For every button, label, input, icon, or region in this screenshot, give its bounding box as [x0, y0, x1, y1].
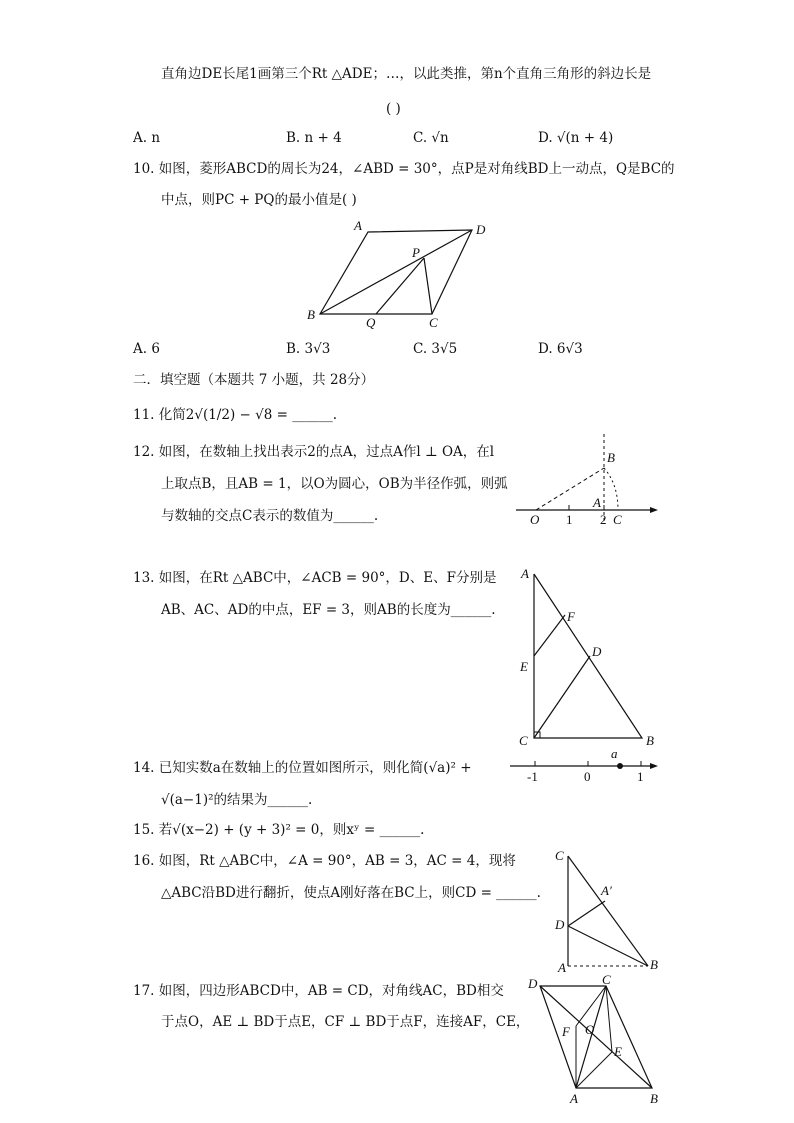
q9-option-c: C. √n — [413, 130, 449, 146]
q14-label-1: 1 — [637, 769, 644, 784]
q17-quadrilateral-figure — [522, 974, 668, 1110]
q17-label-d: D — [528, 976, 538, 991]
q10-label-d: D — [476, 222, 486, 237]
q10-label-q: Q — [366, 315, 376, 330]
q10-label-a: A — [354, 218, 362, 233]
q12-numberline-figure — [512, 432, 662, 528]
q9-option-b: B. n + 4 — [286, 130, 342, 146]
q14-numberline-figure — [506, 746, 662, 786]
q10-label-p: P — [412, 245, 420, 260]
q11-text: 11. 化简2√(1/2) − √8 = ______. — [133, 407, 337, 423]
q12-label-2: 2 — [600, 512, 607, 527]
q16-line2: △ABC沿BD进行翻折，使点A刚好落在BC上，则CD = ______. — [161, 885, 541, 901]
section-title: 二．填空题（本题共 7 小题，共 28分） — [133, 372, 375, 388]
q12-label-o: O — [530, 512, 540, 527]
q16-label-c: C — [555, 848, 564, 863]
q14-label-minus1: -1 — [527, 769, 538, 784]
q17-label-a: A — [570, 1091, 578, 1106]
q17-label-e: E — [614, 1044, 622, 1059]
q12-label-1: 1 — [566, 512, 573, 527]
q10-line1: 10. 如图，菱形ABCD的周长为24，∠ABD = 30°，点P是对角线BD上一动点，Q是BC的 — [133, 161, 675, 177]
q16-fold-figure — [552, 846, 664, 974]
q10-option-c: C. 3√5 — [413, 341, 458, 357]
q16-label-a-prime: A′ — [601, 883, 612, 898]
q16-label-b: B — [650, 957, 658, 972]
q13-label-a: A — [521, 566, 529, 581]
q9-line1: 直角边DE长尾1画第三个Rt △ADE；…，以此类推，第n个直角三角形的斜边长是 — [161, 66, 652, 82]
q10-label-b: B — [307, 307, 315, 322]
q9-option-d: D. √(n + 4) — [538, 130, 614, 146]
q10-option-b: B. 3√3 — [286, 341, 331, 357]
q12-label-a: A — [593, 495, 601, 510]
q13-line1: 13. 如图，在Rt △ABC中，∠ACB = 90°，D、E、F分别是 — [133, 570, 497, 586]
q15-text: 15. 若√(x−2) + (y + 3)² = 0，则xʸ = ______. — [133, 822, 425, 838]
q10-rhombus-figure — [300, 216, 500, 334]
q13-label-b: B — [646, 733, 654, 748]
q12-line3: 与数轴的交点C表示的数值为______. — [161, 508, 379, 524]
q13-triangle-figure — [514, 562, 664, 752]
q12-line1: 12. 如图，在数轴上找出表示2的点A，过点A作l ⊥ OA，在l — [133, 444, 495, 460]
q17-label-c: C — [602, 972, 611, 987]
q16-line1: 16. 如图，Rt △ABC中，∠A = 90°，AB = 3，AC = 4，现将 — [133, 853, 516, 869]
q13-label-d: D — [592, 644, 602, 659]
q10-option-a: A. 6 — [133, 341, 160, 357]
q16-label-d: D — [555, 917, 565, 932]
q13-label-f: F — [567, 609, 575, 624]
q17-label-f: F — [562, 1024, 570, 1039]
q13-label-e: E — [520, 659, 528, 674]
q17-line2: 于点O，AE ⊥ BD于点E，CF ⊥ BD于点F，连接AF，CE， — [161, 1014, 530, 1030]
q14-label-0: 0 — [584, 769, 591, 784]
q12-label-c: C — [613, 512, 622, 527]
q12-label-b: B — [607, 450, 615, 465]
q14-line2: √(a−1)²的结果为______. — [161, 792, 313, 808]
q13-line2: AB、AC、AD的中点，EF = 3，则AB的长度为______. — [161, 602, 496, 618]
q13-label-c: C — [519, 733, 528, 748]
q14-line1: 14. 已知实数a在数轴上的位置如图所示，则化简(√a)² + — [133, 760, 472, 776]
q17-label-o: O — [585, 1022, 595, 1037]
q10-option-d: D. 6√3 — [538, 341, 583, 357]
q17-label-b: B — [650, 1091, 658, 1106]
q10-line2: 中点，则PC + PQ的最小值是( ) — [161, 192, 357, 208]
q17-line1: 17. 如图，四边形ABCD中，AB = CD，对角线AC，BD相交 — [133, 983, 504, 999]
q14-label-a: a — [611, 746, 618, 761]
q9-paren: ( ) — [386, 101, 401, 117]
q9-option-a: A. n — [133, 130, 161, 146]
q16-label-a: A — [558, 960, 566, 975]
q12-line2: 上取点B，且AB = 1，以O为圆心，OB为半径作弧，则弧 — [161, 476, 508, 492]
q10-label-c: C — [429, 315, 438, 330]
